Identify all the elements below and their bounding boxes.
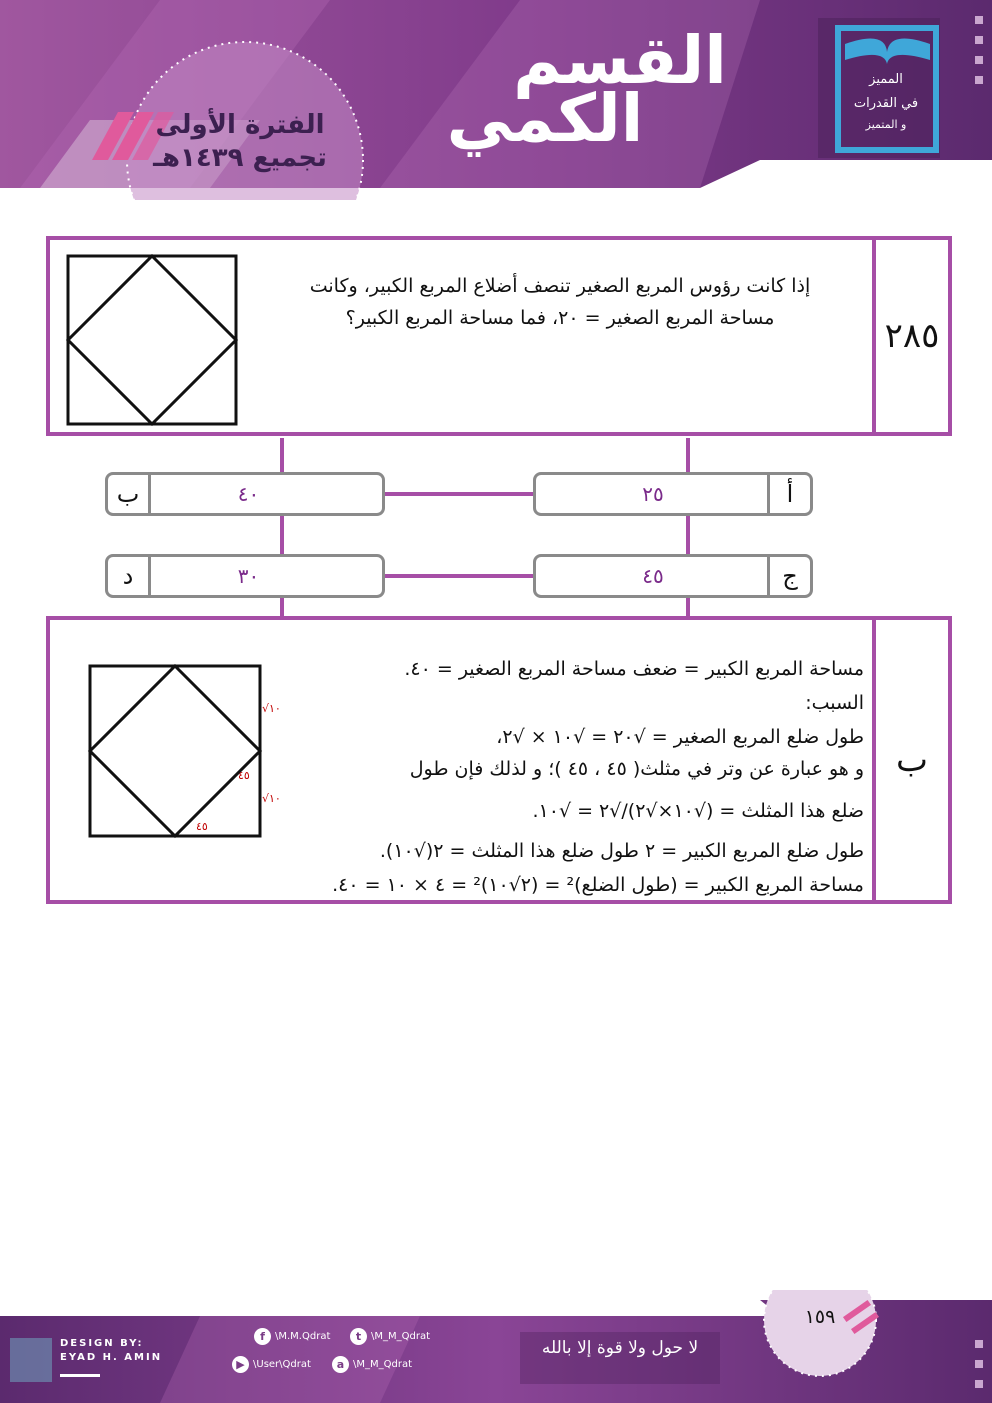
solution-line-6: طول ضلع المربع الكبير = ٢ طول ضلع هذا المثلث = ٢(√١٠). (379, 840, 864, 862)
youtube-icon[interactable]: ▶ (232, 1356, 249, 1373)
option-b-letter: ب (108, 475, 151, 513)
ask-handle[interactable]: \M_M_Qdrat (353, 1359, 413, 1370)
youtube-handle[interactable]: \User\Qdrat (253, 1359, 311, 1370)
option-d-value: ٣٠ (237, 564, 260, 588)
option-a[interactable] (533, 472, 813, 516)
question-text-line2: مساحة المربع الصغير = ٢٠، فما مساحة المربع الكبير؟ (345, 307, 775, 329)
answer-box (46, 616, 952, 904)
solution-line-1: مساحة المربع الكبير = ضعف مساحة المربع الصغير = ٤٠. (404, 658, 864, 680)
answer-figure (86, 662, 286, 842)
twitter-icon[interactable]: t (350, 1328, 367, 1345)
question-text-line1: إذا كانت رؤوس المربع الصغير تنصف أضلاع المربع الكبير، وكانت (309, 275, 811, 297)
solution-line-2: السبب: (805, 692, 864, 714)
label-sqrt10-bottom: √١٠ (262, 792, 281, 805)
logo-text-1: المميز (869, 72, 903, 87)
question-text (260, 270, 860, 334)
option-b-value: ٤٠ (237, 482, 260, 506)
label-angle-bottom: ٤٥ (196, 820, 208, 833)
option-a-letter: أ (767, 475, 810, 513)
option-a-value: ٢٥ (642, 482, 664, 506)
solution-line-5: ضلع هذا المثلث = (√١٠×√٢)/√٢ = √١٠. (532, 800, 864, 822)
facebook-handle[interactable]: \M.M.Qdrat (275, 1331, 331, 1342)
option-d-letter: د (108, 557, 151, 595)
question-box (46, 236, 952, 436)
option-b[interactable] (105, 472, 385, 516)
design-by-label: DESIGN BY: (60, 1338, 144, 1349)
option-c[interactable] (533, 554, 813, 598)
option-c-value: ٤٥ (642, 564, 664, 588)
label-angle-right: ٤٥ (238, 769, 250, 782)
solution-line-3: طول ضلع المربع الصغير = √٢٠ = √١٠ × √٢، (496, 726, 864, 748)
ask-icon[interactable]: a (332, 1356, 349, 1373)
period-label: الفترة الأولى (155, 110, 325, 140)
section-title-line1: القسم (513, 22, 727, 99)
designer-name: EYAD H. AMIN (60, 1352, 163, 1363)
collection-label: تجميع ١٤٣٩هـ (153, 143, 327, 173)
page-number: ١٥٩ (804, 1306, 836, 1328)
solution-line-7: مساحة المربع الكبير = (طول الضلع)² = (٢√١٠)² = ٤ × ١٠ = ٤٠. (332, 874, 864, 896)
label-sqrt10-top: √١٠ (262, 702, 281, 715)
twitter-handle[interactable]: \M_M_Qdrat (371, 1331, 431, 1342)
question-number: ٢٨٥ (872, 240, 948, 432)
solution-line-4: و هو عبارة عن وتر في مثلث( ٤٥ ، ٤٥ )؛ و لذلك فإن طول (409, 758, 864, 780)
logo-text-2: في القدرات (853, 96, 919, 111)
option-c-letter: ج (767, 557, 810, 595)
option-d[interactable] (105, 554, 385, 598)
answer-letter: ب (872, 620, 948, 900)
question-figure (66, 254, 240, 426)
footer-motto: لا حول ولا قوة إلا بالله (541, 1338, 699, 1358)
logo-text-3: و المتميز (865, 118, 907, 131)
facebook-icon[interactable]: f (254, 1328, 271, 1345)
section-title-line2: الكمي (446, 80, 644, 157)
